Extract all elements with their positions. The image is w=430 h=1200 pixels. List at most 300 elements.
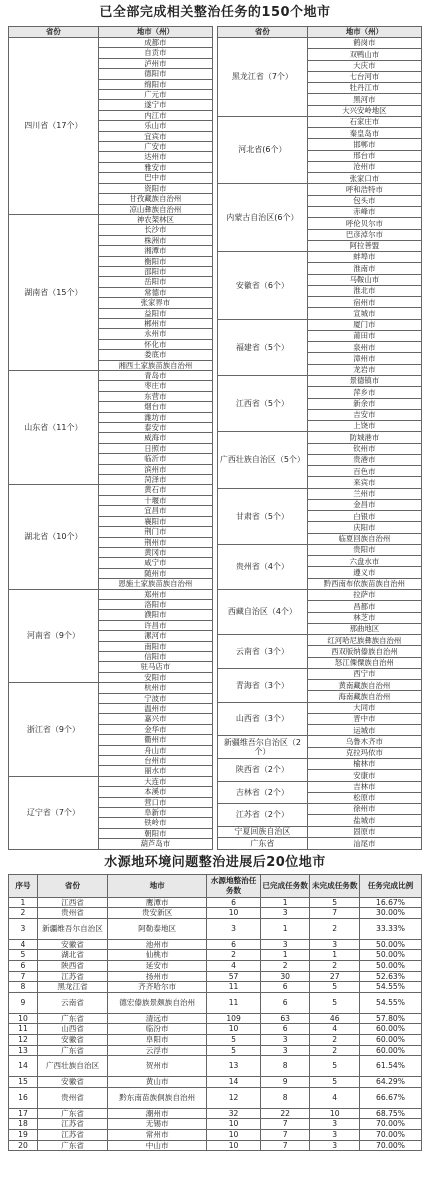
table-row: [9, 1108, 422, 1119]
table-cell: 山西省: [37, 1024, 107, 1035]
table-cell: 1: [9, 897, 38, 908]
city-cell: 郴州市: [98, 318, 212, 328]
city-cell: 泰安市: [98, 423, 212, 433]
table-cell: 7: [260, 1130, 310, 1141]
table-cell: 6: [9, 961, 38, 972]
table-cell: 3: [260, 939, 310, 950]
table-row: [9, 776, 213, 786]
title-completed-cities: 已全部完成相关整治任务的150个地市: [99, 5, 331, 20]
table-row: [9, 1087, 422, 1108]
table-cell: 11: [207, 982, 261, 993]
table-cell: 50.00%: [360, 950, 422, 961]
province-cell: 山西省（3个）: [218, 702, 308, 736]
city-cell: 宁波市: [98, 693, 212, 703]
city-cell: 泸州市: [98, 58, 212, 68]
table-row: [9, 1077, 422, 1088]
city-cell: 菏泽市: [98, 475, 212, 485]
city-cell: 怀化市: [98, 339, 212, 349]
province-cell: 黑龙江省（7个）: [218, 38, 308, 117]
table-cell: 贵州省: [37, 908, 107, 919]
table-cell: 6: [207, 897, 261, 908]
table-cell: 德宏傣族景颇族自治州: [108, 992, 207, 1013]
table-cell: 贵安新区: [108, 908, 207, 919]
city-cell: 大兴安岭地区: [307, 105, 421, 116]
table-row: [9, 1024, 422, 1035]
table-cell: 5: [310, 1056, 360, 1077]
city-cell: 赤峰市: [307, 206, 421, 217]
column-header: 任务完成比例: [360, 874, 422, 897]
table-cell: 54.55%: [360, 982, 422, 993]
bottom-table: [8, 874, 422, 1152]
table-cell: 60.00%: [360, 1024, 422, 1035]
table-row: [9, 38, 213, 48]
province-cell: 江苏省（2个）: [218, 804, 308, 827]
city-cell: 大同市: [307, 702, 421, 713]
table-row: [218, 781, 422, 792]
city-cell: 烟台市: [98, 402, 212, 412]
left-table-body: [9, 38, 213, 850]
table-cell: 齐齐哈尔市: [108, 982, 207, 993]
city-cell: 汕尾市: [307, 837, 421, 849]
table-cell: 广西壮族自治区: [37, 1056, 107, 1077]
city-cell: 永州市: [98, 329, 212, 339]
table-cell: 10: [310, 1108, 360, 1119]
city-cell: 驻马店市: [98, 662, 212, 672]
city-cell: 巴中市: [98, 173, 212, 183]
table-cell: 黔东南苗族侗族自治州: [108, 1087, 207, 1108]
city-cell: 益阳市: [98, 308, 212, 318]
table-cell: 16.67%: [360, 897, 422, 908]
table-cell: 4: [310, 1087, 360, 1108]
table-cell: 12: [207, 1087, 261, 1108]
city-cell: 漳州市: [307, 353, 421, 364]
city-cell: 宜昌市: [98, 506, 212, 516]
table-cell: 10: [207, 1119, 261, 1130]
city-cell: 绵阳市: [98, 79, 212, 89]
header-province: 省份: [9, 27, 99, 38]
city-cell: 乌鲁木齐市: [307, 736, 421, 747]
table-cell: 20: [9, 1140, 38, 1151]
table-cell: 57: [207, 971, 261, 982]
province-cell: 云南省（3个）: [218, 635, 308, 669]
city-cell: 钦州市: [307, 443, 421, 454]
city-cell: 运城市: [307, 725, 421, 736]
table-row: [218, 759, 422, 770]
table-cell: 1: [310, 950, 360, 961]
city-cell: 潍坊市: [98, 412, 212, 422]
table-cell: 5: [207, 1035, 261, 1046]
city-cell: 蚌埠市: [307, 252, 421, 263]
province-cell: 新疆维吾尔自治区（2个）: [218, 736, 308, 759]
city-cell: 红河哈尼族彝族自治州: [307, 635, 421, 646]
city-cell: 阿拉善盟: [307, 240, 421, 251]
city-cell: 许昌市: [98, 620, 212, 630]
table-cell: 阜阳市: [108, 1035, 207, 1046]
city-cell: 金华市: [98, 724, 212, 734]
city-cell: 邢台市: [307, 150, 421, 161]
column-header: 地市: [108, 874, 207, 897]
column-header: 已完成任务数: [260, 874, 310, 897]
table-cell: 云浮市: [108, 1045, 207, 1056]
city-cell: 宜宾市: [98, 131, 212, 141]
table-cell: 6: [260, 992, 310, 1013]
city-cell: 榆林市: [307, 759, 421, 770]
table-cell: 黑龙江省: [37, 982, 107, 993]
province-cell: 广西壮族自治区（5个）: [218, 432, 308, 488]
city-cell: 成都市: [98, 38, 212, 48]
city-cell: 洛阳市: [98, 599, 212, 609]
completed-cities-tables: [0, 26, 430, 850]
table-row: [9, 1056, 422, 1077]
table-cell: 清远市: [108, 1013, 207, 1024]
city-cell: 淮南市: [307, 263, 421, 274]
city-cell: 衡阳市: [98, 256, 212, 266]
table-cell: 8: [9, 982, 38, 993]
province-cell: 辽宁省（7个）: [9, 776, 99, 849]
city-cell: 鹤岗市: [307, 38, 421, 49]
province-cell: 宁夏回族自治区: [218, 826, 308, 837]
table-row: [9, 1130, 422, 1141]
table-row: [218, 736, 422, 747]
table-cell: 池州市: [108, 939, 207, 950]
table-row: [218, 432, 422, 443]
table-cell: 32: [207, 1108, 261, 1119]
city-cell: 濮阳市: [98, 610, 212, 620]
table-cell: 10: [207, 1024, 261, 1035]
table-cell: 10: [9, 1013, 38, 1024]
table-cell: 70.00%: [360, 1119, 422, 1130]
city-cell: 黑河市: [307, 94, 421, 105]
table-row: [9, 1013, 422, 1024]
city-cell: 林芝市: [307, 612, 421, 623]
city-cell: 雅安市: [98, 162, 212, 172]
city-cell: 巴彦淖尔市: [307, 229, 421, 240]
table-row: [218, 116, 422, 127]
header-city: 地市（州）: [98, 27, 212, 38]
province-cell: 安徽省（6个）: [218, 252, 308, 320]
table-cell: 70.00%: [360, 1140, 422, 1151]
city-cell: 自贡市: [98, 48, 212, 58]
table-cell: 安徽省: [37, 939, 107, 950]
city-cell: 大庆市: [307, 60, 421, 71]
table-cell: 3: [310, 1140, 360, 1151]
table-row: [218, 319, 422, 330]
table-cell: 9: [260, 1077, 310, 1088]
table-cell: 湖北省: [37, 950, 107, 961]
city-cell: 凉山彝族自治州: [98, 204, 212, 214]
table-row: [9, 982, 422, 993]
header-city: 地市（州）: [307, 27, 421, 38]
city-cell: 大连市: [98, 776, 212, 786]
table-cell: 3: [310, 939, 360, 950]
table-row: [9, 971, 422, 982]
table-row: [9, 992, 422, 1013]
table-row: [9, 918, 422, 939]
table-row: [9, 371, 213, 381]
province-cell: 内蒙古自治区(6个）: [218, 184, 308, 252]
city-cell: 景德镇市: [307, 375, 421, 386]
province-cell: 湖北省（10个）: [9, 485, 99, 589]
table-cell: 广东省: [37, 1045, 107, 1056]
table-cell: 11: [207, 992, 261, 1013]
table-cell: 22: [260, 1108, 310, 1119]
city-cell: 东营市: [98, 391, 212, 401]
header-province: 省份: [218, 27, 308, 38]
table-cell: 30.00%: [360, 908, 422, 919]
table-cell: 54.55%: [360, 992, 422, 1013]
table-cell: 14: [9, 1056, 38, 1077]
city-cell: 张家口市: [307, 173, 421, 184]
table-cell: 新疆维吾尔自治区: [37, 918, 107, 939]
city-cell: 衢州市: [98, 735, 212, 745]
table-cell: 安徽省: [37, 1035, 107, 1046]
table-cell: 黄山市: [108, 1077, 207, 1088]
city-cell: 温州市: [98, 704, 212, 714]
table-cell: 安徽省: [37, 1077, 107, 1088]
table-row: [9, 961, 422, 972]
city-cell: 泉州市: [307, 342, 421, 353]
table-cell: 12: [9, 1035, 38, 1046]
province-cell: 福建省（5个）: [218, 319, 308, 375]
table-row: [9, 950, 422, 961]
left-table: [8, 26, 213, 850]
table-cell: 63: [260, 1013, 310, 1024]
table-cell: 3: [260, 1045, 310, 1056]
city-cell: 克拉玛依市: [307, 747, 421, 758]
table-row: [218, 837, 422, 849]
table-cell: 8: [260, 1056, 310, 1077]
table-cell: 18: [9, 1119, 38, 1130]
table-cell: 贺州市: [108, 1056, 207, 1077]
table-cell: 陕西省: [37, 961, 107, 972]
city-cell: 随州市: [98, 568, 212, 578]
province-cell: 四川省（17个）: [9, 38, 99, 215]
city-cell: 防城港市: [307, 432, 421, 443]
table-row: [9, 1140, 422, 1151]
table-cell: 19: [9, 1130, 38, 1141]
table-cell: 33.33%: [360, 918, 422, 939]
column-header: 水源地整治任务数: [207, 874, 261, 897]
city-cell: 荆州市: [98, 537, 212, 547]
city-cell: 黔西南布依族苗族自治州: [307, 578, 421, 589]
table-cell: 15: [9, 1077, 38, 1088]
city-cell: 百色市: [307, 466, 421, 477]
city-cell: 张家界市: [98, 298, 212, 308]
table-cell: 4: [9, 939, 38, 950]
city-cell: 吉林市: [307, 781, 421, 792]
table-cell: 中山市: [108, 1140, 207, 1151]
table-cell: 2: [9, 908, 38, 919]
city-cell: 邵阳市: [98, 266, 212, 276]
city-cell: 株洲市: [98, 235, 212, 245]
table-cell: 50.00%: [360, 961, 422, 972]
city-cell: 威海市: [98, 433, 212, 443]
table-cell: 50.00%: [360, 939, 422, 950]
city-cell: 舟山市: [98, 745, 212, 755]
city-cell: 营口市: [98, 797, 212, 807]
city-cell: 昌都市: [307, 601, 421, 612]
table-cell: 2: [310, 1035, 360, 1046]
table-cell: 70.00%: [360, 1130, 422, 1141]
city-cell: 台州市: [98, 756, 212, 766]
table-row: [218, 668, 422, 679]
city-cell: 枣庄市: [98, 381, 212, 391]
table-row: [218, 826, 422, 837]
table-cell: 60.00%: [360, 1035, 422, 1046]
city-cell: 秦皇岛市: [307, 128, 421, 139]
table-cell: 临汾市: [108, 1024, 207, 1035]
table-cell: 广东省: [37, 1108, 107, 1119]
city-cell: 晋中市: [307, 713, 421, 724]
city-cell: 达州市: [98, 152, 212, 162]
table-cell: 68.75%: [360, 1108, 422, 1119]
city-cell: 广安市: [98, 142, 212, 152]
table-cell: 广东省: [37, 1013, 107, 1024]
province-cell: 贵州省（4个）: [218, 544, 308, 589]
city-cell: 上饶市: [307, 421, 421, 432]
column-header: 省份: [37, 874, 107, 897]
table-cell: 5: [310, 992, 360, 1013]
table-row: [218, 488, 422, 499]
table-cell: 无锡市: [108, 1119, 207, 1130]
table-row: [218, 252, 422, 263]
table-cell: 鹰潭市: [108, 897, 207, 908]
city-cell: 朝阳市: [98, 828, 212, 838]
city-cell: 咸宁市: [98, 558, 212, 568]
table-cell: 江苏省: [37, 1130, 107, 1141]
right-table-body: [218, 38, 422, 850]
city-cell: 甘孜藏族自治州: [98, 194, 212, 204]
table-cell: 5: [310, 982, 360, 993]
table-cell: 30: [260, 971, 310, 982]
table-cell: 云南省: [37, 992, 107, 1013]
table-cell: 潮州市: [108, 1108, 207, 1119]
city-cell: 莆田市: [307, 330, 421, 341]
city-cell: 石家庄市: [307, 116, 421, 127]
table-cell: 66.67%: [360, 1087, 422, 1108]
city-cell: 安康市: [307, 770, 421, 781]
city-cell: 杭州市: [98, 683, 212, 693]
table-cell: 61.54%: [360, 1056, 422, 1077]
city-cell: 呼和浩特市: [307, 184, 421, 195]
city-cell: 来宾市: [307, 477, 421, 488]
table-cell: 14: [207, 1077, 261, 1088]
table-cell: 4: [310, 1024, 360, 1035]
table-row: [9, 1045, 422, 1056]
city-cell: 青岛市: [98, 371, 212, 381]
province-cell: 甘肃省（5个）: [218, 488, 308, 544]
city-cell: 厦门市: [307, 319, 421, 330]
province-cell: 河南省（9个）: [9, 589, 99, 683]
table-row: [9, 214, 213, 224]
table-cell: 2: [260, 961, 310, 972]
city-cell: 马鞍山市: [307, 274, 421, 285]
table-cell: 江苏省: [37, 971, 107, 982]
city-cell: 龙岩市: [307, 364, 421, 375]
table-cell: 46: [310, 1013, 360, 1024]
table-row: [9, 908, 422, 919]
province-cell: 浙江省（9个）: [9, 683, 99, 777]
table-cell: 江西省: [37, 897, 107, 908]
table-row: [218, 375, 422, 386]
city-cell: 铁岭市: [98, 818, 212, 828]
table-cell: 5: [207, 1045, 261, 1056]
table-cell: 3: [260, 908, 310, 919]
city-cell: 襄阳市: [98, 516, 212, 526]
table-cell: 常州市: [108, 1130, 207, 1141]
city-cell: 嘉兴市: [98, 714, 212, 724]
table-cell: 7: [310, 908, 360, 919]
table-cell: 60.00%: [360, 1045, 422, 1056]
city-cell: 荆门市: [98, 527, 212, 537]
province-cell: 西藏自治区（4个）: [218, 590, 308, 635]
table-cell: 6: [260, 1024, 310, 1035]
city-cell: 白银市: [307, 511, 421, 522]
province-cell: 湖南省（15个）: [9, 214, 99, 370]
table-cell: 17: [9, 1108, 38, 1119]
city-cell: 资阳市: [98, 183, 212, 193]
city-cell: 娄底市: [98, 350, 212, 360]
table-row: [9, 1035, 422, 1046]
table-cell: 10: [207, 1130, 261, 1141]
city-cell: 宣城市: [307, 308, 421, 319]
left-header-row: [9, 27, 213, 38]
table-cell: 2: [207, 950, 261, 961]
city-cell: 漯河市: [98, 631, 212, 641]
city-cell: 沧州市: [307, 161, 421, 172]
table-row: [218, 590, 422, 601]
province-cell: 吉林省（2个）: [218, 781, 308, 804]
city-cell: 贵阳市: [307, 544, 421, 555]
city-cell: 盐城市: [307, 815, 421, 826]
table-row: [9, 939, 422, 950]
city-cell: 贵港市: [307, 454, 421, 465]
city-cell: 临沂市: [98, 454, 212, 464]
city-cell: 十堰市: [98, 495, 212, 505]
city-cell: 黄石市: [98, 485, 212, 495]
table-cell: 8: [260, 1087, 310, 1108]
table-cell: 1: [260, 897, 310, 908]
table-row: [218, 38, 422, 49]
city-cell: 本溪市: [98, 787, 212, 797]
table-cell: 1: [260, 918, 310, 939]
province-cell: 广东省: [218, 837, 308, 849]
table-cell: 3: [260, 1035, 310, 1046]
city-cell: 六盘水市: [307, 556, 421, 567]
city-cell: 常德市: [98, 287, 212, 297]
city-cell: 金昌市: [307, 499, 421, 510]
city-cell: 徐州市: [307, 804, 421, 815]
city-cell: 德阳市: [98, 69, 212, 79]
column-header: 未完成任务数: [310, 874, 360, 897]
city-cell: 萍乡市: [307, 387, 421, 398]
city-cell: 岳阳市: [98, 277, 212, 287]
province-cell: 陕西省（2个）: [218, 759, 308, 782]
city-cell: 黄南藏族自治州: [307, 680, 421, 691]
city-cell: 神农架林区: [98, 214, 212, 224]
table-cell: 57.80%: [360, 1013, 422, 1024]
table-cell: 1: [260, 950, 310, 961]
table-cell: 6: [260, 982, 310, 993]
city-cell: 怒江傈僳族自治州: [307, 657, 421, 668]
table-cell: 6: [207, 939, 261, 950]
table-cell: 5: [310, 1077, 360, 1088]
table-cell: 5: [9, 950, 38, 961]
table-row: [9, 485, 213, 495]
table-row: [218, 635, 422, 646]
table-row: [218, 804, 422, 815]
city-cell: 七台河市: [307, 71, 421, 82]
